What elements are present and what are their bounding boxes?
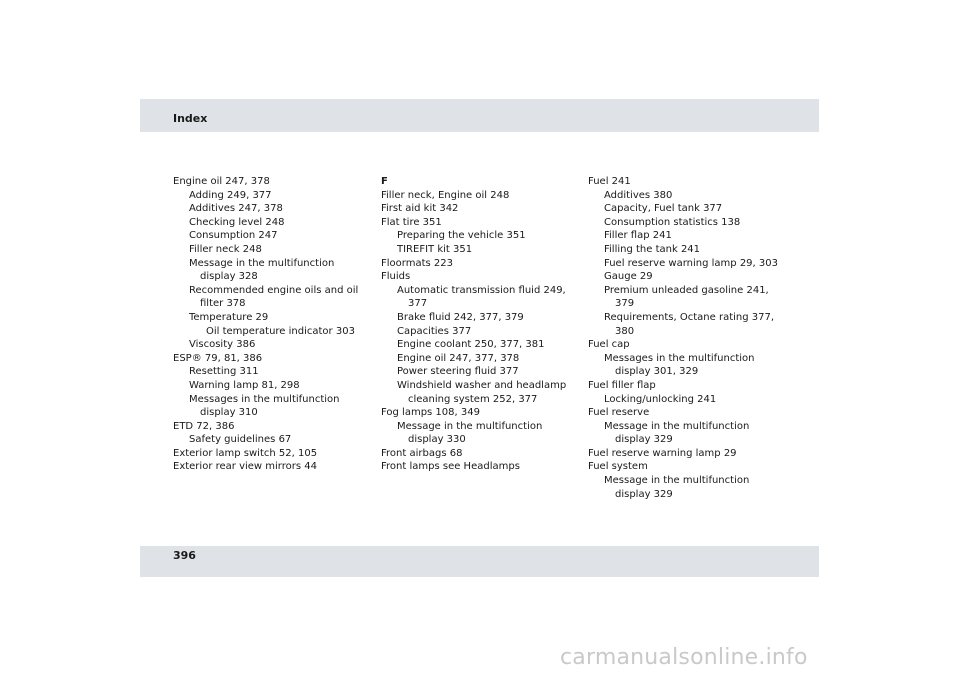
index-entry: Gauge 29 — [604, 271, 653, 283]
index-entry: Engine oil 247, 378 — [173, 176, 270, 187]
index-entry: Engine oil 247, 377, 378 — [397, 352, 520, 364]
index-entry: Additives 247, 378 — [189, 203, 283, 215]
index-entry: Fuel reserve warning lamp 29, 303 — [604, 257, 778, 269]
index-entry: Checking level 248 — [189, 216, 285, 228]
index-entry: cleaning system 252, 377 — [408, 393, 538, 405]
index-entry: Windshield washer and headlamp — [397, 379, 567, 391]
index-entry: Oil temperature indicator 303 — [206, 325, 355, 337]
index-entry: Fuel reserve warning lamp 29 — [588, 447, 737, 459]
index-entry: Preparing the vehicle 351 — [397, 230, 526, 242]
index-column-1 — [173, 175, 358, 474]
index-entry: Messages in the multifunction — [604, 352, 755, 364]
index-column-2 — [381, 175, 566, 474]
index-entry: Fuel reserve — [588, 407, 650, 419]
index-entry: Filling the tank 241 — [604, 243, 701, 255]
index-letter-heading: F — [381, 176, 388, 187]
index-entry: Automatic transmission fluid 249, — [397, 284, 566, 296]
index-entry: Messages in the multifunction — [189, 393, 340, 405]
index-entry: filter 378 — [200, 298, 246, 310]
index-entry: Exterior rear view mirrors 44 — [173, 461, 317, 473]
index-entry: Requirements, Octane rating 377, — [604, 311, 775, 323]
index-entry: Recommended engine oils and oil — [189, 284, 359, 296]
index-entry: Fluids — [381, 271, 411, 283]
watermark: carmanualsonline.info — [560, 645, 808, 670]
index-entry: Floormats 223 — [381, 257, 453, 269]
index-entry: Filler neck 248 — [189, 243, 262, 255]
index-entry: Fuel cap — [588, 339, 630, 351]
index-entry: TIREFIT kit 351 — [397, 243, 473, 255]
index-entry: Locking/unlocking 241 — [604, 393, 717, 405]
index-entry: Consumption statistics 138 — [604, 216, 741, 228]
index-entry: Capacity, Fuel tank 377 — [604, 203, 723, 215]
index-entry: ESP® 79, 81, 386 — [173, 352, 263, 364]
index-entry: Front lamps see Headlamps — [381, 461, 520, 473]
index-entry: Brake fluid 242, 377, 379 — [397, 311, 524, 323]
index-entry: 380 — [615, 325, 635, 337]
index-entry: Viscosity 386 — [189, 339, 256, 351]
index-entry: Front airbags 68 — [381, 447, 463, 459]
index-entry: Fuel filler flap — [588, 379, 656, 391]
index-entry: Exterior lamp switch 52, 105 — [173, 447, 318, 459]
index-entry: Message in the multifunction — [604, 420, 750, 432]
index-entry: Message in the multifunction — [604, 475, 750, 487]
page-title: Index — [173, 112, 208, 125]
index-entry: Temperature 29 — [189, 311, 269, 323]
index-entry: Adding 249, 377 — [189, 189, 272, 201]
index-entry: Engine coolant 250, 377, 381 — [397, 339, 545, 351]
index-entry: display 301, 329 — [615, 366, 699, 378]
index-entry: Capacities 377 — [397, 325, 472, 337]
index-entry: Filler neck, Engine oil 248 — [381, 189, 510, 201]
footer-band — [140, 546, 819, 577]
index-entry: 377 — [408, 298, 428, 310]
index-entry: display 330 — [408, 434, 466, 446]
page-number: 396 — [173, 549, 196, 562]
index-entry: display 329 — [615, 488, 673, 500]
index-column-3 — [588, 175, 778, 501]
index-entry: Message in the multifunction — [189, 257, 335, 269]
index-entry: Consumption 247 — [189, 230, 278, 242]
index-entry: Resetting 311 — [189, 366, 259, 378]
index-entry: Premium unleaded gasoline 241, — [604, 284, 769, 296]
index-entry: Flat tire 351 — [381, 216, 442, 228]
index-entry: Safety guidelines 67 — [189, 434, 292, 446]
index-entry: display 310 — [200, 407, 258, 419]
index-entry: 379 — [615, 298, 635, 310]
index-entry: First aid kit 342 — [381, 203, 459, 215]
index-entry: Fog lamps 108, 349 — [381, 407, 480, 419]
index-entry: display 328 — [200, 271, 258, 283]
index-entry: Warning lamp 81, 298 — [189, 379, 300, 391]
header-band — [140, 99, 819, 132]
index-entry: Additives 380 — [604, 189, 673, 201]
index-entry: Fuel 241 — [588, 176, 631, 187]
index-entry: Power steering fluid 377 — [397, 366, 519, 378]
index-entry: Filler flap 241 — [604, 230, 672, 242]
index-entry: ETD 72, 386 — [173, 420, 235, 432]
index-entry: Message in the multifunction — [397, 420, 543, 432]
index-entry: Fuel system — [588, 461, 648, 473]
index-entry: display 329 — [615, 434, 673, 446]
